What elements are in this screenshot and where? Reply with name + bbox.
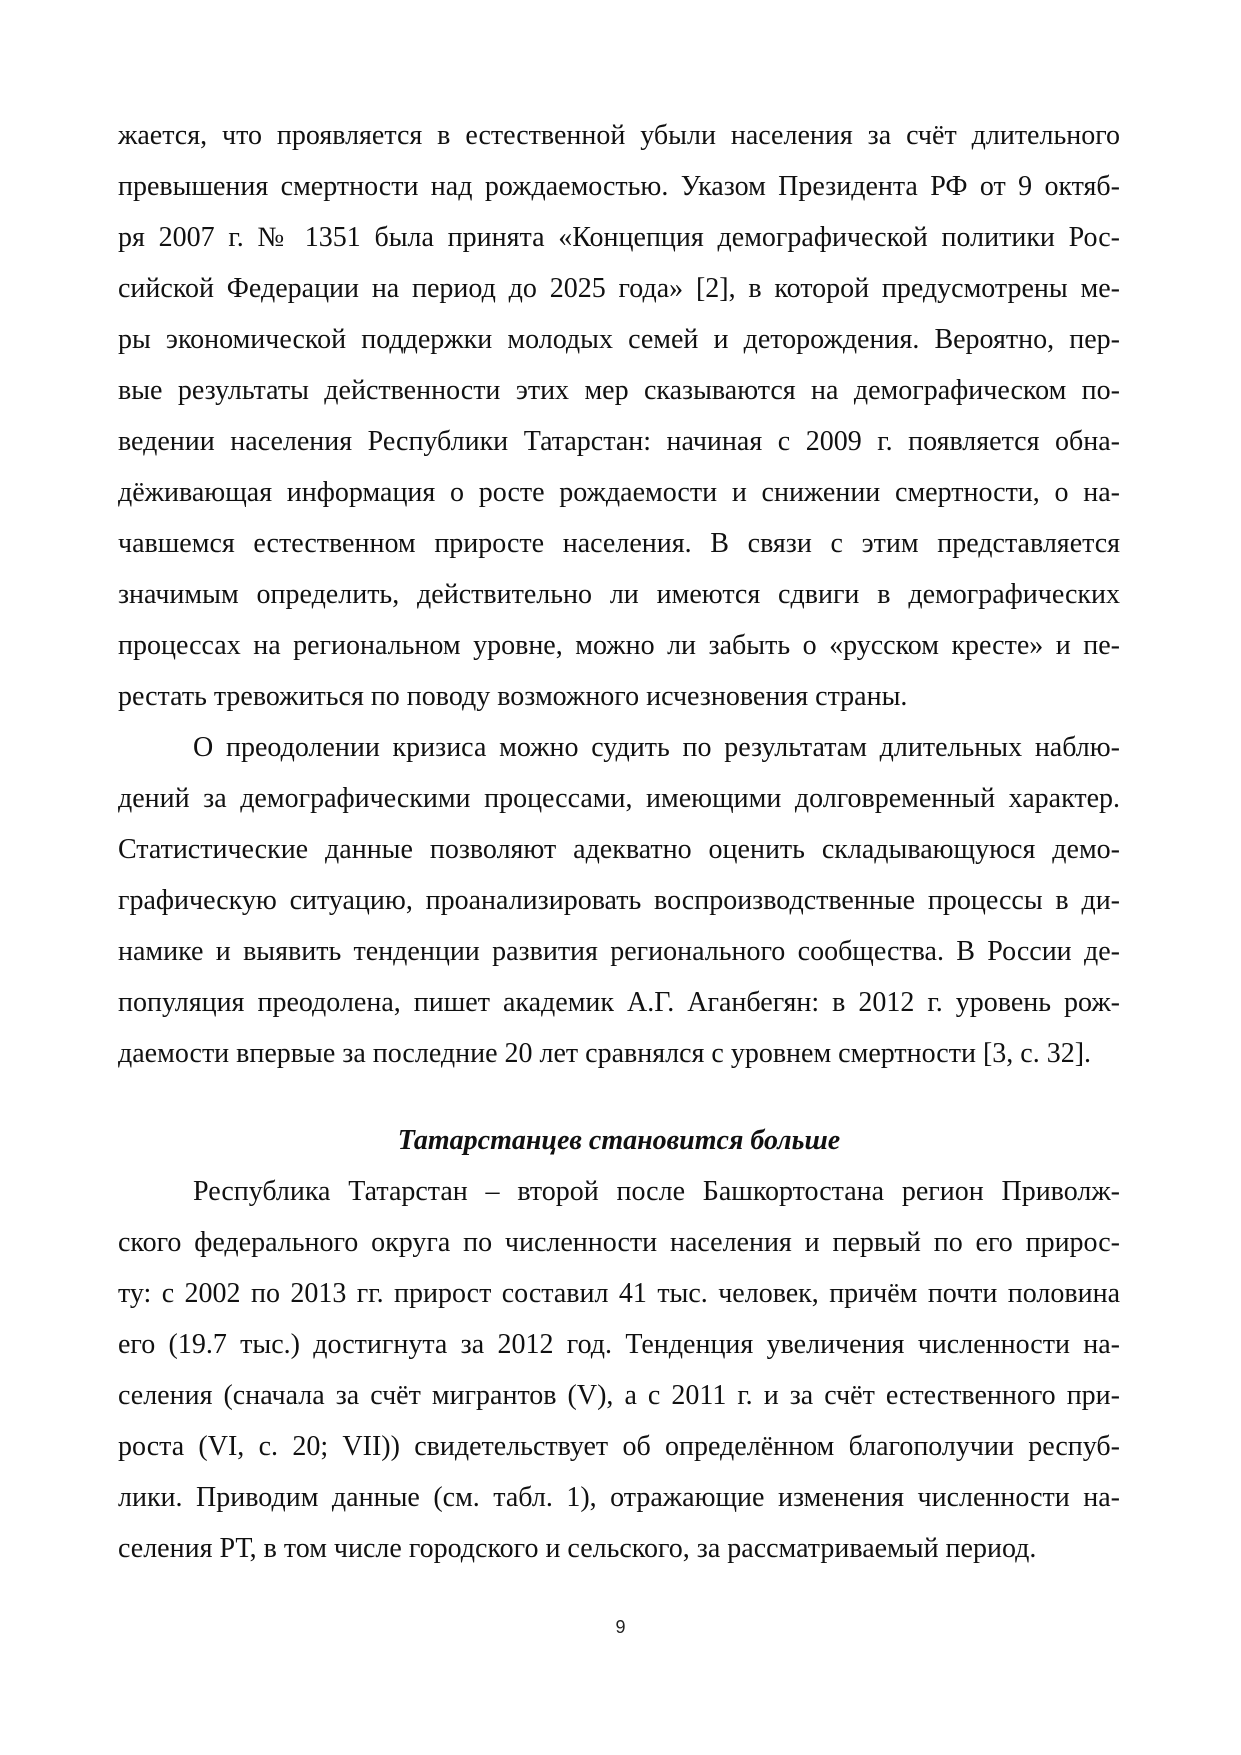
text-line: жается, что проявляется в естественной убыли населения за счёт длительного (118, 120, 1120, 151)
text-line: намике и выявить тенденции развития регионального сообщества. В России де- (118, 936, 1120, 967)
text-line: селения РТ, в том числе городского и сельского, за рассматриваемый период. (118, 1533, 1037, 1564)
text-line: процессах на региональном уровне, можно ли забыть о «русском кресте» и пе- (118, 630, 1120, 661)
text-line: ту: с 2002 по 2013 гг. прирост составил 41 тыс. человек, причём почти половина (118, 1278, 1120, 1309)
text-line: превышения смертности над рождаемостью. Указом Президента РФ от 9 октяб- (118, 171, 1120, 202)
text-line: значимым определить, действительно ли имеются сдвиги в демографических (118, 579, 1120, 610)
text-line: даемости впервые за последние 20 лет сравнялся с уровнем смертности [3, с. 32]. (118, 1038, 1092, 1069)
text-line: вые результаты действенности этих мер сказываются на демографическом по- (118, 375, 1120, 406)
text-line: Статистические данные позволяют адекватно оценить складывающуюся демо- (118, 834, 1120, 865)
section-heading: Татарстанцев становится больше (397, 1125, 841, 1156)
text-line: ря 2007 г. № 1351 была принята «Концепция демографической политики Рос- (118, 222, 1120, 253)
text-line: Республика Татарстан – второй после Башкортостана регион Приволж- (193, 1176, 1120, 1207)
text-line: сийской Федерации на период до 2025 года» [2], в которой предусмотрены ме- (118, 273, 1120, 304)
text-line: селения (сначала за счёт мигрантов (V), а с 2011 г. и за счёт естественного при- (118, 1380, 1120, 1411)
text-line: дений за демографическими процессами, имеющими долговременный характер. (118, 783, 1120, 814)
body-text (118, 110, 1120, 1574)
text-line: дёживающая информация о росте рождаемости и снижении смертности, о на- (118, 477, 1120, 508)
text-line: рестать тревожиться по поводу возможного исчезновения страны. (118, 681, 908, 712)
text-line: лики. Приводим данные (см. табл. 1), отражающие изменения численности на- (118, 1482, 1120, 1513)
text-line: графическую ситуацию, проанализировать воспроизводственные процессы в ди- (118, 885, 1120, 916)
text-line: роста (VI, с. 20; VII)) свидетельствует об определённом благополучии респуб- (118, 1431, 1120, 1462)
paragraph-2 (118, 722, 1120, 1079)
text-line: популяция преодолена, пишет академик А.Г. Аганбегян: в 2012 г. уровень рож- (118, 987, 1120, 1018)
paragraph-1 (118, 110, 1120, 722)
page-number: 9 (615, 1617, 626, 1637)
text-line: его (19.7 тыс.) достигнута за 2012 год. Тенденция увеличения численности на- (118, 1329, 1120, 1360)
text-line: ского федерального округа по численности населения и первый по его прирос- (118, 1227, 1120, 1258)
paragraph-3 (118, 1166, 1120, 1574)
text-line: ведении населения Республики Татарстан: начиная с 2009 г. появляется обна- (118, 426, 1120, 457)
text-line: чавшемся естественном приросте населения. В связи с этим представляется (118, 528, 1120, 559)
text-line: О преодолении кризиса можно судить по результатам длительных наблю- (193, 732, 1120, 763)
text-line: ры экономической поддержки молодых семей и деторождения. Вероятно, пер- (118, 324, 1120, 355)
